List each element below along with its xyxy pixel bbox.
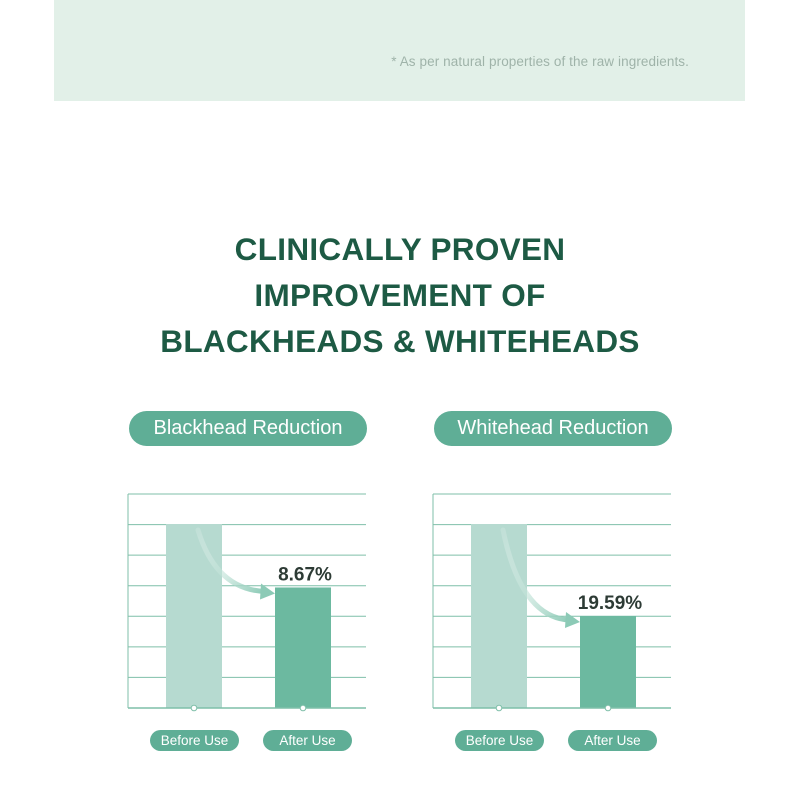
blackhead-chart-title: Blackhead Reduction: [129, 411, 367, 446]
headline-line-2: IMPROVEMENT OF: [254, 277, 546, 313]
headline-line-3: BLACKHEADS & WHITEHEADS: [160, 323, 640, 359]
whitehead-bar-before: [471, 524, 527, 708]
ingredient-footnote: * As per natural properties of the raw ingredients.: [391, 54, 689, 69]
headline-line-1: CLINICALLY PROVEN: [234, 231, 566, 267]
blackhead-bar-after: [275, 587, 331, 708]
whitehead-tick-before: [496, 705, 502, 711]
whitehead-tick-after: [605, 705, 611, 711]
blackhead-chart: [128, 494, 366, 711]
blackhead-tick-after: [300, 705, 306, 711]
whitehead-after-label: After Use: [568, 730, 657, 751]
blackhead-after-label: After Use: [263, 730, 352, 751]
blackhead-tick-before: [191, 705, 197, 711]
whitehead-trend-arrowhead: [565, 612, 580, 628]
whitehead-bar-after: [580, 616, 636, 708]
whitehead-after-value-label: 19.59%: [577, 593, 643, 614]
blackhead-after-value-label: 8.67%: [278, 564, 332, 586]
whitehead-chart-title: Whitehead Reduction: [434, 411, 672, 446]
blackhead-before-label: Before Use: [150, 730, 239, 751]
whitehead-before-label: Before Use: [455, 730, 544, 751]
whitehead-chart: [433, 494, 671, 711]
blackhead-bar-before: [166, 524, 222, 708]
